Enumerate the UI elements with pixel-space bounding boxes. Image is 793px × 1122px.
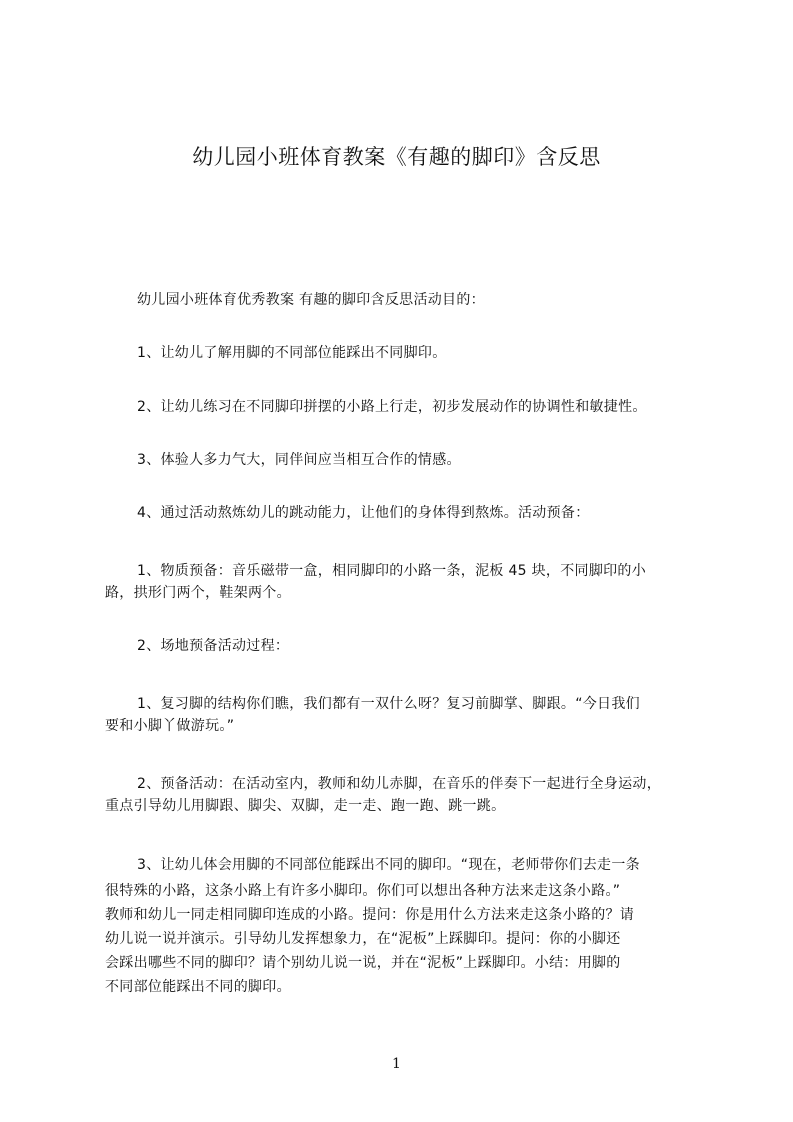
goal-3: 3、体验人多力气大，同伴间应当相互合作的情感。 xyxy=(137,452,461,468)
goal-4: 4、通过活动熬炼幼儿的跳动能力，让他们的身体得到熬炼。活动预备： xyxy=(137,505,590,521)
process-3-line-4: 幼儿说一说并演示。引导幼儿发挥想象力，在“泥板”上踩脚印。提问：你的小脚还 xyxy=(105,931,621,947)
process-3-paragraph xyxy=(105,852,640,999)
process-3-line-1: 3、让幼儿体会用脚的不同部位能踩出不同的脚印。“现在，老师带你们去走一条 xyxy=(137,857,640,873)
document-title: 幼儿园小班体育教案《有趣的脚印》含反思 xyxy=(192,145,601,169)
prep-venue: 2、场地预备活动过程： xyxy=(137,638,290,654)
process-2-line-1: 2、预备活动：在活动室内，教师和幼儿赤脚，在音乐的伴奏下一起进行全身运动， xyxy=(137,776,662,792)
goal-2: 2、让幼儿练习在不同脚印拼摆的小路上行走，初步发展动作的协调性和敏捷性。 xyxy=(137,399,647,415)
process-2-paragraph xyxy=(105,771,661,815)
goal-1: 1、让幼儿了解用脚的不同部位能踩出不同脚印。 xyxy=(137,345,447,361)
process-2-line-2: 重点引导幼儿用脚跟、脚尖、双脚，走一走、跑一跑、跳一跳。 xyxy=(105,798,506,814)
page-number: 1 xyxy=(392,1056,401,1072)
process-3-line-3: 教师和幼儿一同走相同脚印连成的小路。提问：你是用什么方法来走这条小路的？请 xyxy=(105,907,635,923)
prep-material-line-1: 1、物质预备：音乐磁带一盒，相同脚印的小路一条，泥板 45 块，不同脚印的小 xyxy=(137,563,647,579)
prep-material-line-2: 路，拱形门两个，鞋架两个。 xyxy=(105,585,291,601)
prep-material-paragraph xyxy=(105,558,646,602)
process-3-line-5: 会踩出哪些不同的脚印？请个别幼儿说一说，并在“泥板”上踩脚印。小结：用脚的 xyxy=(105,955,621,971)
process-3-line-2: 很特殊的小路，这条小路上有许多小脚印。你们可以想出各种方法来走这条小路。” xyxy=(105,883,621,899)
process-1-line-1: 1、复习脚的结构你们瞧，我们都有一双什么呀？复习前脚掌、脚跟。“今日我们 xyxy=(137,696,640,712)
process-3-line-6: 不同部位能踩出不同的脚印。 xyxy=(105,979,291,995)
process-1-line-2: 要和小脚丫做游玩。” xyxy=(105,718,235,734)
intro-paragraph: 幼儿园小班体育优秀教案 有趣的脚印含反思活动目的： xyxy=(137,292,485,308)
process-1-paragraph xyxy=(105,691,640,735)
